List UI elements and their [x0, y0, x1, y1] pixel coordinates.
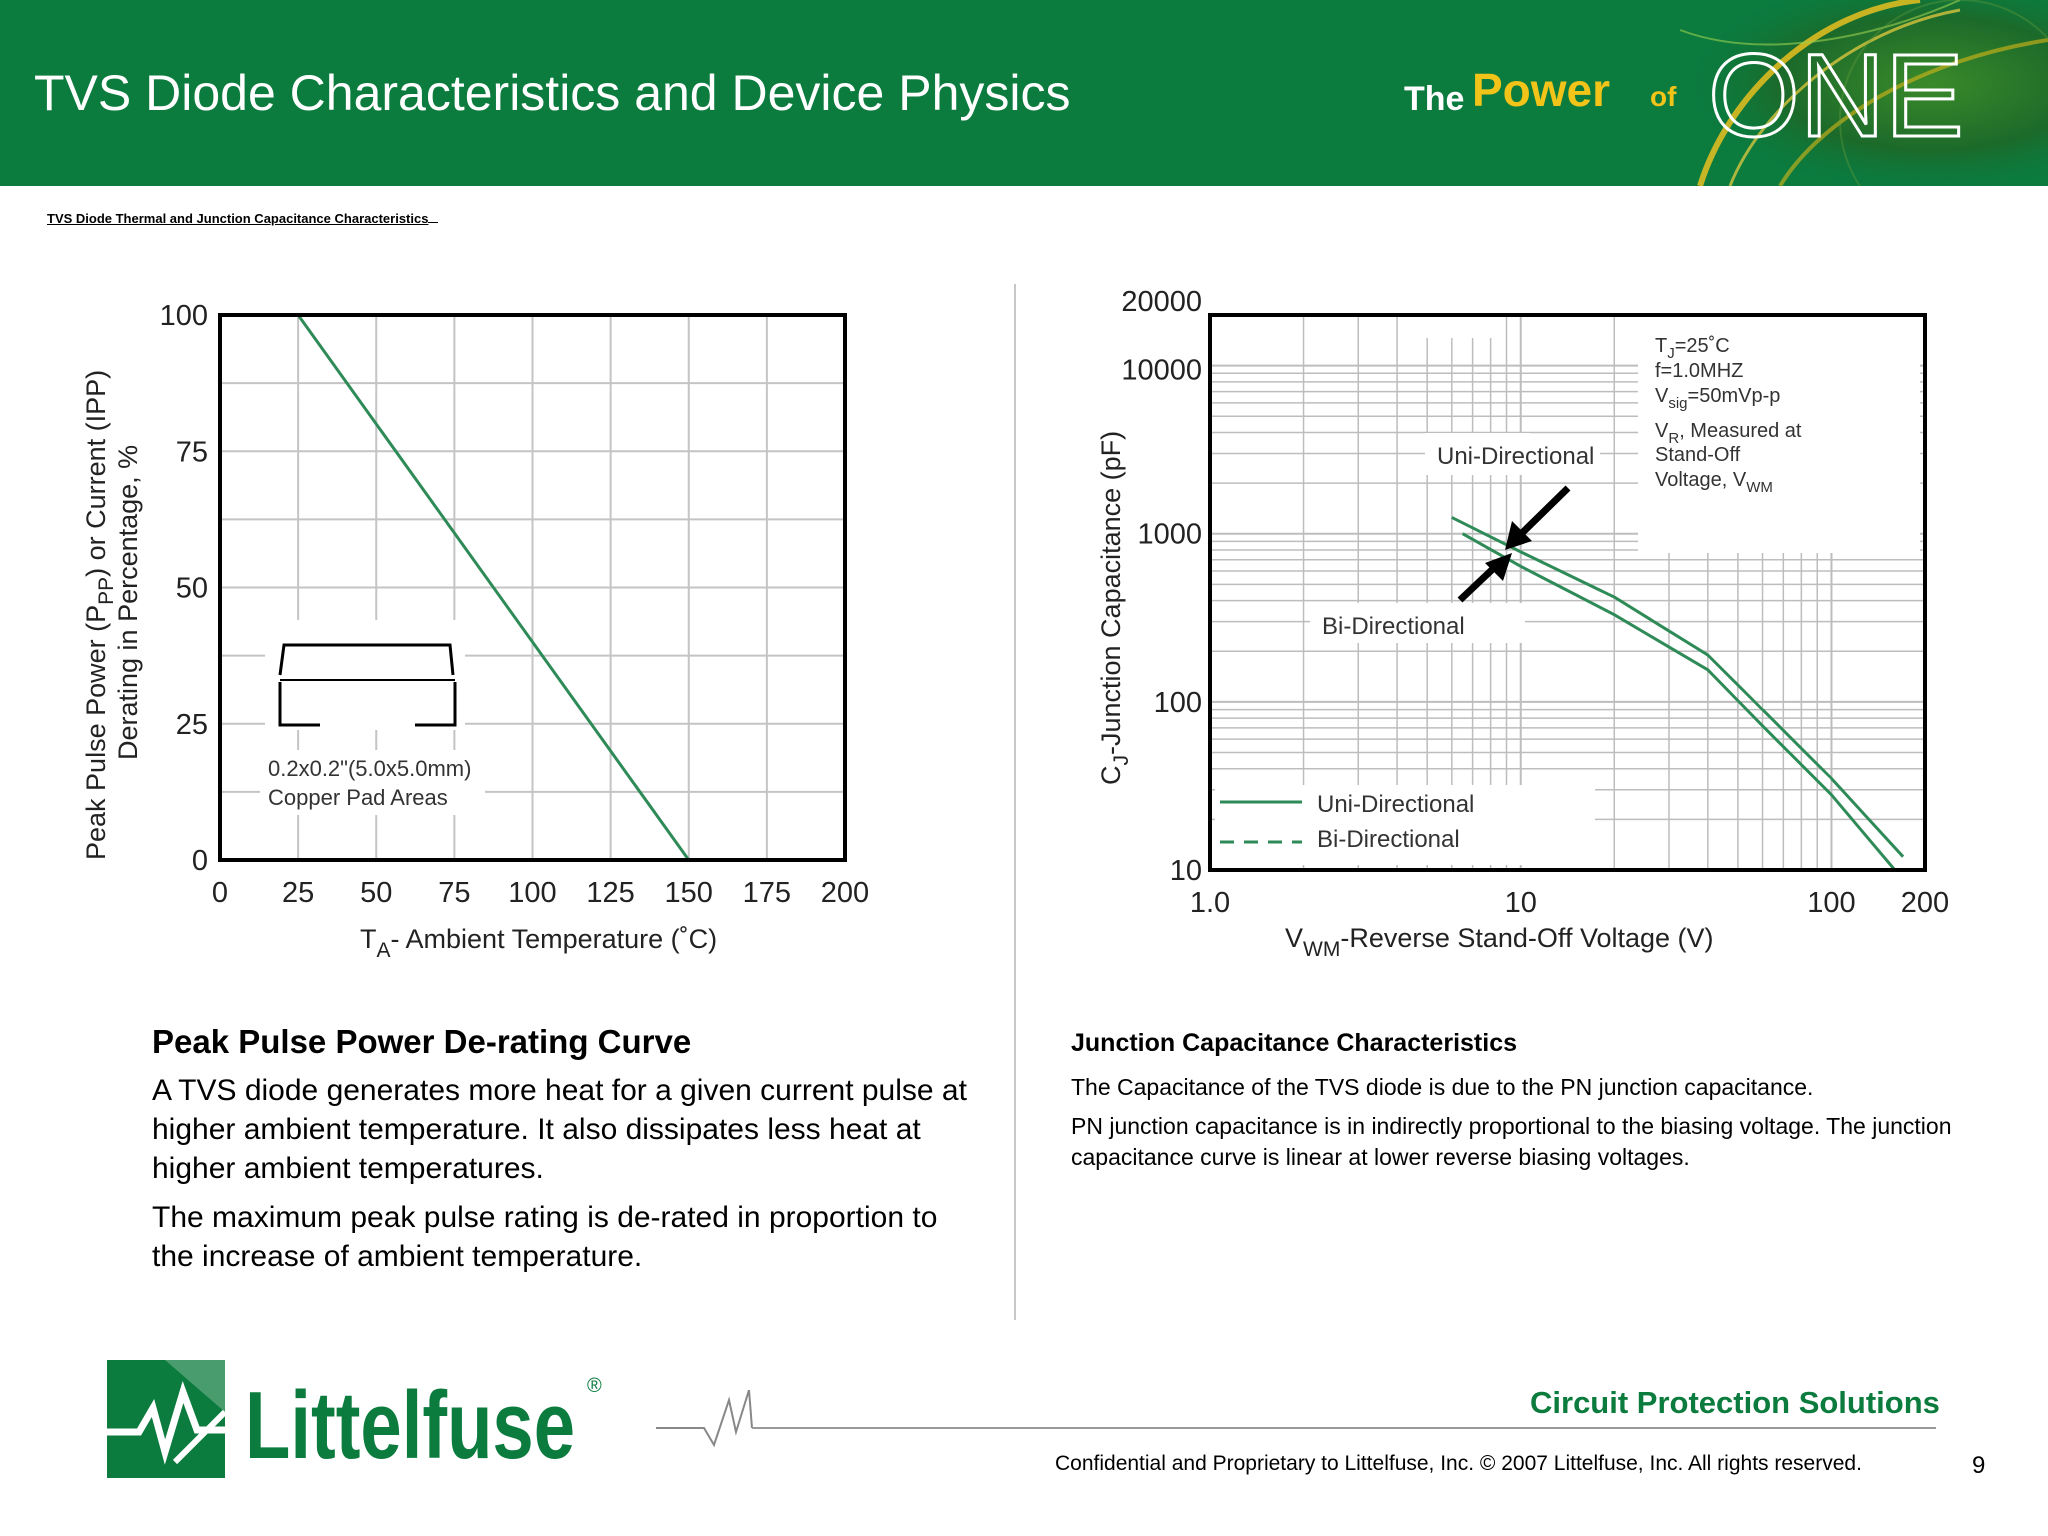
derating-y-tick: 50 [175, 572, 208, 605]
uni-arrow-label: Uni-Directional [1437, 443, 1595, 470]
capacitance-y-ticks [1121, 286, 1202, 887]
derating-y-tick: 25 [175, 708, 208, 741]
bi-arrow-label: Bi-Directional [1322, 613, 1465, 640]
capacitance-x-tick: 1.0 [1189, 887, 1231, 919]
derating-caption-p2: The maximum peak pulse rating is de-rated in proportion to the increase of ambient temperature. [152, 1201, 938, 1273]
derating-y-ticks [160, 300, 208, 877]
capacitance-x-tick: 100 [1807, 887, 1856, 919]
cond-standoff: Stand-Off [1655, 444, 1741, 466]
logo-registered: ® [587, 1375, 602, 1397]
cond-vr: $V_R$, Measured at [1655, 420, 1802, 447]
capacitance-caption [1071, 1029, 1991, 1181]
cond-tj: $T_J=25˚C$ [1655, 335, 1730, 362]
cond-vwm: Voltage, $V_{WM}$ [1655, 469, 1773, 496]
capacitance-chart [1080, 285, 1980, 975]
derating-y-tick: 75 [175, 436, 208, 469]
logo-wordmark: Littelfuse [245, 1372, 575, 1479]
cond-freq: f=1.0MHZ [1655, 360, 1744, 382]
cond-vsig: $V_{sig}=50mVp-p$ [1655, 385, 1781, 412]
brand-the: The [1404, 80, 1465, 118]
brand-one: ONE [1708, 30, 1964, 162]
column-divider [1014, 284, 1016, 1320]
capacitance-y-tick: 10 [1169, 855, 1202, 887]
capacitance-y-label: $C_J$-Junction Capacitance (pF) [1096, 430, 1133, 785]
derating-y-label-line2: Derating in Percentage, % [113, 444, 143, 760]
derating-x-tick: 50 [360, 877, 393, 909]
pad-annotation-line2: Copper Pad Areas [268, 785, 448, 810]
derating-y-tick: 0 [191, 845, 208, 877]
derating-x-tick: 0 [211, 877, 229, 909]
pad-annotation-line1: 0.2x0.2"(5.0x5.0mm) [268, 756, 472, 781]
copper-pad-icon [265, 620, 465, 730]
header-bar [0, 0, 2048, 186]
capacitance-y-tick: 100 [1153, 686, 1202, 719]
derating-x-tick: 175 [742, 877, 792, 909]
derating-caption-heading: Peak Pulse Power De-rating Curve [152, 1023, 692, 1060]
derating-y-label-line1: Peak Pulse Power $(P_{PP})$ or Current (IPP) [81, 369, 118, 860]
capacitance-y-tick: 20000 [1121, 286, 1202, 318]
derating-x-ticks [212, 877, 869, 909]
page-number: 9 [1972, 1452, 1986, 1479]
capacitance-x-ticks [1190, 887, 1949, 919]
littelfuse-logo [105, 1352, 625, 1482]
derating-x-label: $T_A-$ Ambient Temperature (˚C) [360, 924, 718, 962]
brand-of: of [1650, 81, 1677, 112]
derating-x-tick: 75 [438, 877, 471, 909]
footer-tagline: Circuit Protection Solutions [1530, 1385, 1940, 1420]
capacitance-x-label: $V_{WM}$-Reverse Stand-Off Voltage (V) [1285, 923, 1714, 961]
section-subtitle: TVS Diode Thermal and Junction Capacitance Characteristics [47, 211, 438, 226]
legend-uni-label: Uni-Directional [1317, 791, 1475, 818]
derating-x-tick: 100 [508, 877, 557, 909]
power-of-one-logo [1400, 0, 2048, 186]
capacitance-caption-p1: The Capacitance of the TVS diode is due to the PN junction capacitance. [1071, 1074, 1814, 1100]
derating-chart [70, 280, 910, 980]
slide-title: TVS Diode Characteristics and Device Physics [34, 65, 1071, 121]
confidential-notice: Confidential and Proprietary to Littelfuse, Inc. © 2007 Littelfuse, Inc. All rights reserved. [1055, 1452, 1862, 1475]
capacitance-caption-p2: PN junction capacitance is in indirectly proportional to the biasing voltage. The junction capacitance curve is linear at lower reverse biasing voltages. [1071, 1113, 1952, 1170]
capacitance-y-tick: 10000 [1121, 354, 1202, 387]
capacitance-caption-heading: Junction Capacitance Characteristics [1071, 1029, 1517, 1057]
derating-x-tick: 200 [820, 877, 870, 909]
derating-y-tick: 100 [159, 300, 208, 332]
capacitance-y-tick: 1000 [1137, 518, 1202, 551]
derating-caption [152, 1023, 982, 1286]
capacitance-x-tick: 200 [1900, 887, 1950, 919]
brand-power: Power [1472, 64, 1611, 116]
derating-caption-p1: A TVS diode generates more heat for a given current pulse at higher ambient temperature. It also dissipates less heat at higher ambient temperatures. [152, 1074, 967, 1185]
derating-x-tick: 150 [664, 877, 713, 909]
derating-x-tick: 25 [281, 877, 315, 909]
derating-x-tick: 125 [586, 877, 635, 909]
legend-bi-label: Bi-Directional [1317, 826, 1460, 853]
capacitance-x-tick: 10 [1504, 887, 1537, 919]
